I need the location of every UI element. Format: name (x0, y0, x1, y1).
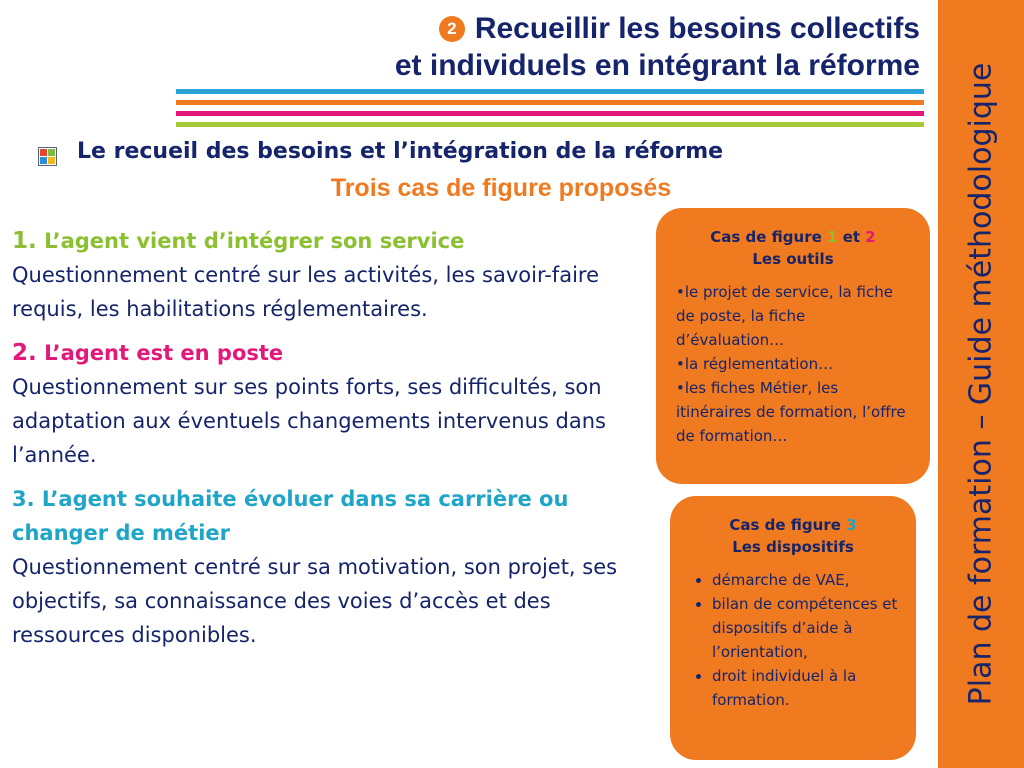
title-line-2: et individuels en intégrant la réforme (394, 49, 920, 82)
tools-list (676, 280, 910, 448)
tools-box-header (676, 226, 910, 270)
devices-box-header (688, 514, 898, 558)
devices-box (670, 496, 916, 760)
case-1-description: Questionnement centré sur les activités, les savoir-faire requis, les habilitations réglementaires. (12, 263, 599, 321)
step-number-badge: 2 (439, 16, 465, 42)
stripe-blue (176, 89, 924, 94)
devices-box-subtitle: Les dispositifs (732, 538, 854, 556)
case-1-number: 1. (12, 228, 37, 254)
slide-title (395, 10, 920, 84)
tools-box (656, 208, 930, 484)
list-item: •la réglementation… (676, 355, 834, 373)
cases-list (12, 224, 652, 662)
tools-box-num-b: 2 (865, 228, 876, 246)
stripe-green (176, 122, 924, 127)
sidebar-vertical-title: Plan de formation – Guide méthodologique (963, 62, 999, 706)
stripe-orange (176, 100, 924, 105)
tools-box-num-a: 1 (827, 228, 838, 246)
case-2-description: Questionnement sur ses points forts, ses difficultés, son adaptation aux éventuels changements intervenus dans l’année. (12, 375, 606, 467)
title-line-1 (395, 10, 920, 47)
section-subtitle (38, 139, 723, 166)
tools-box-label: Cas de figure (710, 228, 822, 246)
tools-box-conj: et (842, 228, 861, 246)
case-2 (12, 336, 652, 472)
list-item: • bilan de compétences et dispositifs d’aide à l’orientation, (712, 592, 898, 664)
case-2-number: 2. (12, 340, 37, 366)
list-item: •le projet de service, la fiche de poste, la fiche d’évaluation… (676, 283, 893, 349)
devices-box-label: Cas de figure (729, 516, 841, 534)
stripe-magenta (176, 111, 924, 116)
section-heading: Trois cas de figure proposés (330, 174, 672, 202)
case-3-title (12, 482, 612, 550)
case-2-title-text: L’agent est en poste (44, 341, 284, 365)
list-item: • droit individuel à la formation. (712, 664, 898, 712)
case-3 (12, 482, 652, 652)
windows-logo-icon (38, 147, 57, 166)
case-2-title (12, 336, 652, 370)
case-1 (12, 224, 652, 326)
tools-box-subtitle: Les outils (752, 250, 834, 268)
title-line-1-text: Recueillir les besoins collectifs (474, 12, 920, 45)
section-subtitle-text: Le recueil des besoins et l’intégration de la réforme (77, 139, 724, 164)
case-3-title-text: L’agent souhaite évoluer dans sa carrière ou changer de métier (12, 487, 569, 545)
list-item: • démarche de VAE, (712, 568, 898, 592)
devices-list (688, 568, 898, 712)
case-3-description: Questionnement centré sur sa motivation, son projet, ses objectifs, sa connaissance des voies d’accès et des ressources disponibles. (12, 555, 618, 647)
case-1-title-text: L’agent vient d’intégrer son service (44, 229, 465, 253)
case-1-title (12, 224, 652, 258)
devices-box-num: 3 (846, 516, 857, 534)
case-3-number: 3. (12, 487, 35, 511)
list-item: •les fiches Métier, les itinéraires de formation, l’offre de formation… (676, 379, 906, 445)
